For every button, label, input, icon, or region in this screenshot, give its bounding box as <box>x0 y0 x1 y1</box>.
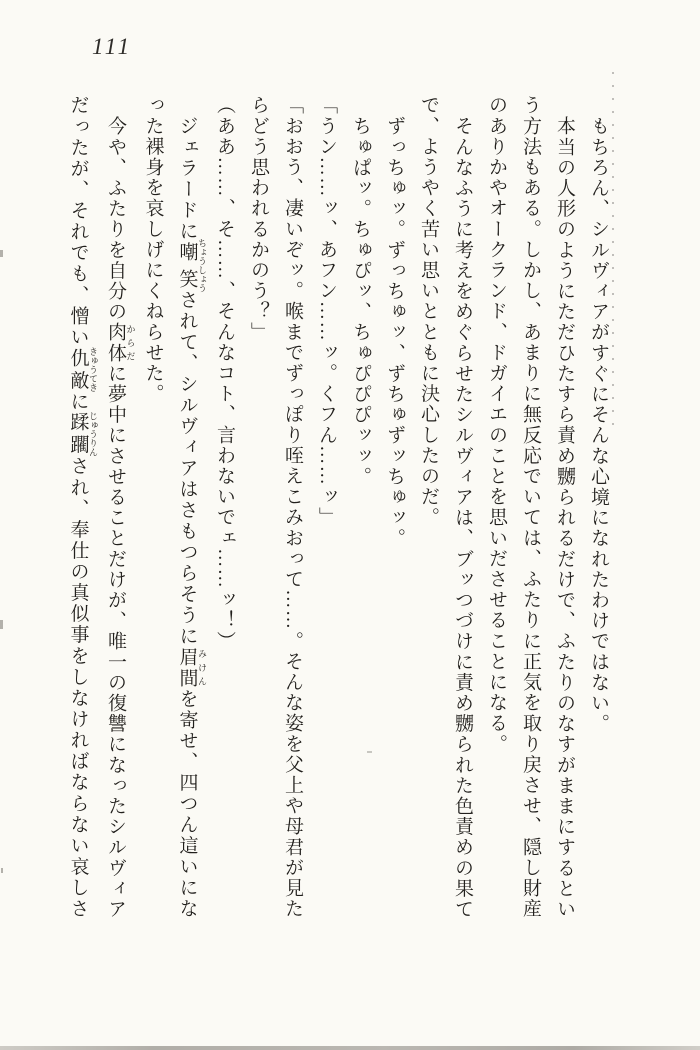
text-column: った裸身を哀しげにくねらせた。 <box>142 95 164 404</box>
ruby-annotated-word: 蹂躙 じゅうりん <box>67 411 98 457</box>
text-column: 「おおう、凄いぞッ。喉までずっぽり咥えこみおって……。そんな姿を父上や母君が見た <box>282 95 303 919</box>
scan-speck <box>1 868 3 873</box>
text-column: （ああ……、そ……、そんなコト、言わないでェ……ッ！） <box>214 95 235 652</box>
text-column: そんなふうに考えをめぐらせたシルヴィアは、ブッつづけに責め嬲られた色責めの果て <box>452 116 473 920</box>
ruby-annotated-word: 嘲笑 ちょうしょう <box>176 238 207 293</box>
ruby-annotated-word: 眉間 みけん <box>176 646 207 689</box>
page-number: 111 <box>92 34 133 59</box>
text-column: もちろん、シルヴィアがすぐにそんな心境になれたわけではない。 <box>588 116 609 734</box>
ruby-annotated-word: 仇敵 きゅうてき <box>67 346 98 392</box>
text-column: ジェラードに嘲笑 ちょうしょうされて、シルヴィアはさもつらそうに眉間 みけんを寄せ、四つん這いにな <box>176 116 207 919</box>
scan-speck <box>0 620 3 629</box>
text-columns <box>67 95 615 920</box>
text-column: 今や、ふたりを自分の肉体 からだに夢中にさせることだけが、唯一の復讐になったシルヴィア <box>105 116 136 920</box>
scan-noise-trail <box>612 72 614 432</box>
text-column: だったが、それでも、憎い仇敵 きゅうてきに蹂躙 じゅうりんされ、奉仕の真似事をしなければならない哀しさ <box>67 95 98 919</box>
scan-speck <box>0 250 3 257</box>
text-column: 本当の人形のようにただひたすら責め嬲られるだけで、ふたりのなすがままにするとい <box>554 116 575 920</box>
text-column: う方法もある。しかし、あまりに無反応でいては、ふたりに正気を取り戻させ、隠し財産 <box>520 95 541 919</box>
text-column: らどう思われるかのう？」 <box>248 95 269 343</box>
ruby-annotated-word: 肉体 からだ <box>105 322 136 364</box>
text-column: で、ようやく苦い思いとともに決心したのだ。 <box>418 95 439 528</box>
text-column: のありかやオークランド、ドガイエのことを思いださせることになる。 <box>486 95 507 755</box>
page-bottom-edge-shadow <box>0 1046 700 1050</box>
text-column: ずっちゅッ。ずっちゅッ、ずちゅずッちゅッ。 <box>384 116 405 549</box>
text-column: ちゅぱッ。ちゅぴッ、ちゅぴぴぴッッ。 <box>350 116 371 487</box>
scan-speck <box>367 751 372 753</box>
text-column: 「うン……ッ、あフン……ッ。くフん……ッ」 <box>316 95 337 528</box>
